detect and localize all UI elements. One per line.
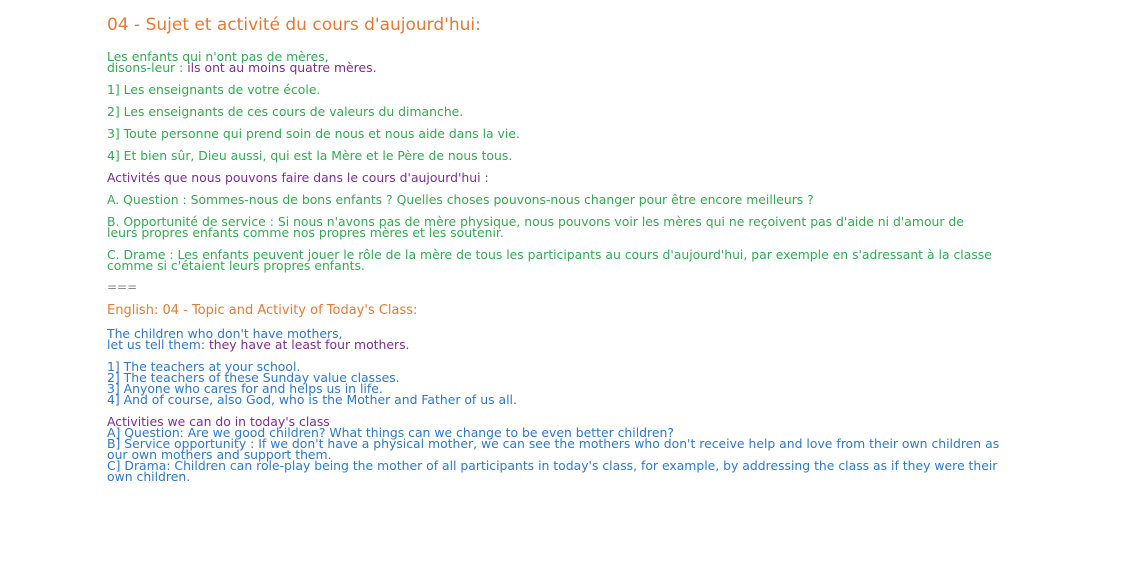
english-items xyxy=(107,361,1107,405)
french-title: 04 - Sujet et activité du cours d'aujourd'hui: xyxy=(107,15,481,35)
english-item-1: 1] The teachers at your school. xyxy=(107,359,301,374)
english-intro-line2-emphasis: they have at least four mothers. xyxy=(208,337,410,352)
english-item-4: 4] And of course, also God, who is the Mother and Father of us all. xyxy=(107,392,517,407)
english-intro-line2 xyxy=(107,339,1107,350)
french-activity-c: C. Drame : Les enfants peuvent jouer le rôle de la mère de tous les participants au cours d'aujourd'hui, par exemple en s'adressant à la classe comme si c'étaient leurs propres enfants. xyxy=(107,247,992,273)
french-item-3: 3] Toute personne qui prend soin de nous et nous aide dans la vie. xyxy=(107,126,520,141)
french-item-1: 1] Les enseignants de votre école. xyxy=(107,82,321,97)
french-intro xyxy=(107,51,1107,73)
document-page xyxy=(107,14,1107,493)
french-intro-line2-prefix: disons-leur : xyxy=(107,60,188,75)
french-activity-b: B. Opportunité de service : Si nous n'avons pas de mère physique, nous pouvons voir les mères qui ne reçoivent pas d'aide ni d'amour de leurs propres enfants comme nos propres mères et les soutenir. xyxy=(107,214,964,240)
english-intro-line1: The children who don't have mothers, xyxy=(107,326,343,341)
english-intro xyxy=(107,328,1107,350)
english-activity-a: A] Question: Are we good children? What things can we change to be even better children? xyxy=(107,425,674,440)
french-intro-line2-emphasis: ils ont au moins quatre mères. xyxy=(187,60,377,75)
english-item-3: 3] Anyone who cares for and helps us in life. xyxy=(107,381,383,396)
section-separator: === xyxy=(107,280,138,294)
french-activities-heading: Activités que nous pouvons faire dans le cours d'aujourd'hui : xyxy=(107,170,489,185)
french-intro-line1: Les enfants qui n'ont pas de mères, xyxy=(107,49,329,64)
english-activities xyxy=(107,416,1012,482)
french-intro-line2 xyxy=(107,62,1107,73)
english-item-2: 2] The teachers of these Sunday value classes. xyxy=(107,370,400,385)
french-item-2: 2] Les enseignants de ces cours de valeurs du dimanche. xyxy=(107,104,464,119)
english-title: English: 04 - Topic and Activity of Today's Class: xyxy=(107,303,418,318)
french-item-4: 4] Et bien sûr, Dieu aussi, qui est la Mère et le Père de nous tous. xyxy=(107,148,513,163)
english-activity-b: B] Service opportunity : If we don't have a physical mother, we can see the mothers who don't receive help and love from their own children as our own mothers and support them. xyxy=(107,436,1000,462)
french-activity-a: A. Question : Sommes-nous de bons enfants ? Quelles choses pouvons-nous changer pour être encore meilleurs ? xyxy=(107,192,814,207)
english-intro-line2-prefix: let us tell them: xyxy=(107,337,209,352)
english-activities-heading: Activities we can do in today's class xyxy=(107,414,330,429)
english-activity-c: C] Drama: Children can role-play being the mother of all participants in today's class, for example, by addressing the class as if they were their own children. xyxy=(107,458,998,484)
